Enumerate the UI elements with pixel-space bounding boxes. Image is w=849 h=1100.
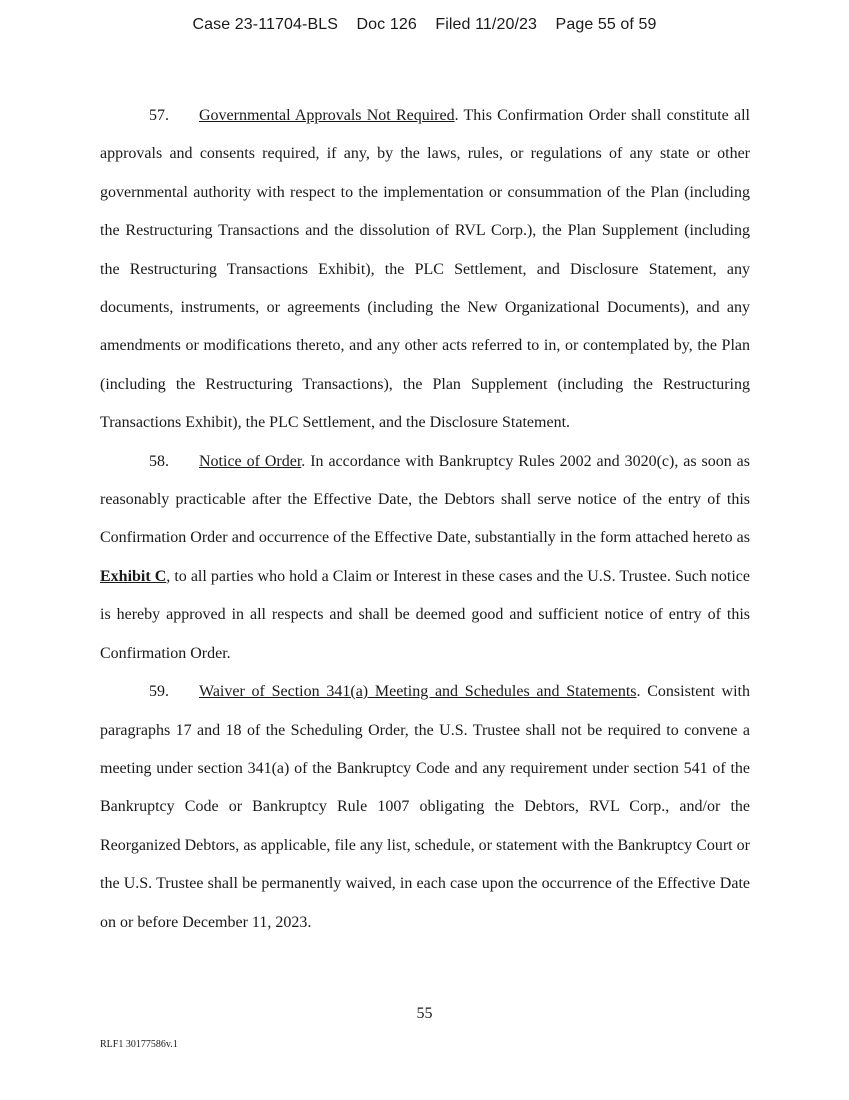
exhibit-reference: Exhibit C — [100, 567, 167, 585]
paragraph-heading: Notice of Order — [199, 452, 302, 470]
case-number: Case 23-11704-BLS — [192, 16, 338, 33]
paragraph-number: 58. — [149, 452, 169, 470]
paragraph-57 — [100, 97, 750, 443]
doc-number: Doc 126 — [356, 16, 417, 33]
paragraph-text-continued: , to all parties who hold a Claim or Interest in these cases and the U.S. Trustee. Such notice is hereby approved in all respects and shall be deemed good and sufficient notice of entry of this Confirmation Order. — [100, 567, 751, 662]
document-body — [100, 97, 750, 942]
paragraph-text: . In accordance with Bankruptcy Rules 2002 and 3020(c), as soon as reasonably practicable after the Effective Date, the Debtors shall serve notice of the entry of this Confirmation Order and occurrence of the Effective Date, substantially in the form attached hereto as — [100, 452, 751, 547]
court-filing-header — [0, 16, 849, 34]
page-number: 55 — [416, 1005, 433, 1022]
filed-date: Filed 11/20/23 — [435, 16, 537, 33]
paragraph-heading: Waiver of Section 341(a) Meeting and Schedules and Statements — [199, 683, 637, 701]
paragraph-59 — [100, 673, 750, 942]
document-id: RLF1 30177586v.1 — [100, 1039, 178, 1050]
paragraph-number: 57. — [149, 107, 169, 124]
paragraph-58 — [100, 443, 750, 673]
paragraph-number: 59. — [149, 683, 169, 701]
paragraph-text: . Consistent with paragraphs 17 and 18 of the Scheduling Order, the U.S. Trustee shall not be required to convene a meeting under section 341(a) of the Bankruptcy Code and any requirement under section 541 of the Bankruptcy Code or Bankruptcy Rule 1007 obligating the Debtors, RVL Corp., and/or the Reorganized Debtors, as applicable, file any list, schedule, or statement with the Bankruptcy Court or the U.S. Trustee shall be permanently waived, in each case upon the occurrence of the Effective Date on or before December 11, 2023. — [100, 683, 750, 931]
paragraph-text: . This Confirmation Order shall constitute all approvals and consents required, if any, by the laws, rules, or regulations of any state or other governmental authority with respect to the implementation or consummation of the Plan (including the Restructuring Transactions and the dissolution of RVL Corp.), the Plan Supplement (including the Restructuring Transactions Exhibit), the PLC Settlement, and Disclosure Statement, any documents, instruments, or agreements (including the New Organizational Documents), and any amendments or modifications thereto, and any other acts referred to in, or contemplated by, the Plan (including the Restructuring Transactions), the Plan Supplement (including the Restructuring Transactions Exhibit), the PLC Settlement, and the Disclosure Statement. — [100, 107, 750, 432]
paragraph-heading: Governmental Approvals Not Required — [199, 107, 455, 124]
page-count: Page 55 of 59 — [555, 16, 657, 33]
